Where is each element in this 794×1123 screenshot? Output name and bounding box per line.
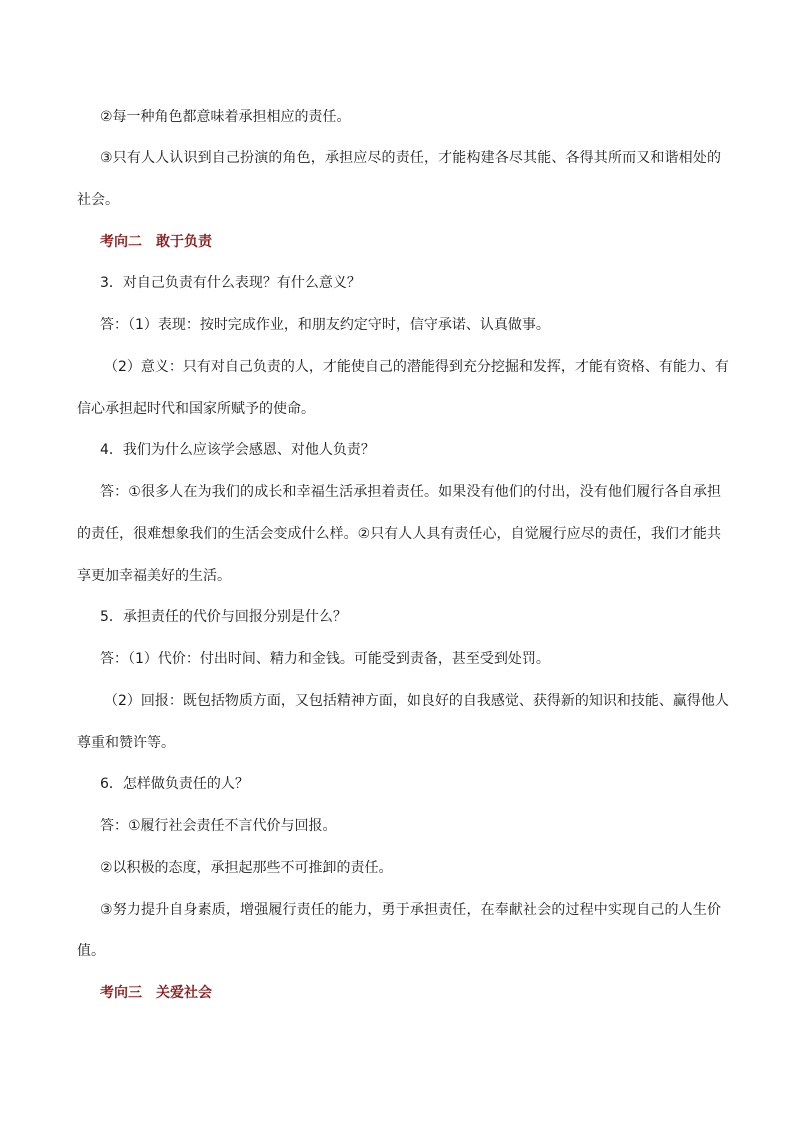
answer-3-part-2-line-1: （2）意义：只有对自己负责的人，才能使自己的潜能得到充分挖掘和发挥，才能有资格、有能力、有 xyxy=(104,359,729,375)
answer-5-part-2-line-1: （2）回报：既包括物质方面，又包括精神方面，如良好的自我感觉、获得新的知识和技能、赢得他人 xyxy=(104,693,729,709)
section-heading-2-title: 敢于负责 xyxy=(156,234,212,250)
answer-5-part-2-line-2: 尊重和赞许等。 xyxy=(77,735,175,751)
answer-6-part-1: 答：①履行社会责任不言代价与回报。 xyxy=(100,818,337,834)
question-3: 3．对自己负责有什么表现？有什么意义？ xyxy=(100,275,361,291)
answer-6-part-3-line-2: 值。 xyxy=(77,943,105,959)
answer-6-part-3-line-1: ③努力提升自身素质，增强履行责任的能力，勇于承担责任，在奉献社会的过程中实现自己的人生价 xyxy=(100,902,721,918)
section-heading-3-title: 关爱社会 xyxy=(156,985,212,1001)
question-4: 4．我们为什么应该学会感恩、对他人负责？ xyxy=(100,442,375,458)
point-3-line-1: ③只有人人认识到自己扮演的角色，承担应尽的责任，才能构建各尽其能、各得其所而又和谐相处的 xyxy=(100,150,721,166)
question-6: 6．怎样做负责任的人？ xyxy=(100,776,249,792)
answer-4-line-3: 享更加幸福美好的生活。 xyxy=(77,568,231,584)
point-2: ②每一种角色都意味着承担相应的责任。 xyxy=(100,109,351,125)
section-heading-2 xyxy=(100,232,212,252)
point-3-line-2: 社会。 xyxy=(77,192,119,208)
section-heading-3 xyxy=(100,983,212,1003)
answer-3-part-2-line-2: 信心承担起时代和国家所赋予的使命。 xyxy=(77,401,315,417)
answer-6-part-2: ②以积极的态度，承担起那些不可推卸的责任。 xyxy=(100,860,393,876)
section-heading-3-label: 考向三 xyxy=(100,985,142,1001)
answer-5-part-1: 答：（1）代价：付出时间、精力和金钱。可能受到责备，甚至受到处罚。 xyxy=(100,651,550,667)
answer-3-part-1: 答：（1）表现：按时完成作业，和朋友约定守时，信守承诺、认真做事。 xyxy=(100,317,550,333)
answer-4-line-2: 的责任，很难想象我们的生活会变成什么样。②只有人人具有责任心，自觉履行应尽的责任，我们才能共 xyxy=(77,526,721,542)
section-heading-2-label: 考向二 xyxy=(100,234,142,250)
answer-4-line-1: 答：①很多人在为我们的成长和幸福生活承担着责任。如果没有他们的付出，没有他们履行各自承担 xyxy=(100,484,721,500)
question-5: 5．承担责任的代价与回报分别是什么？ xyxy=(100,609,347,625)
